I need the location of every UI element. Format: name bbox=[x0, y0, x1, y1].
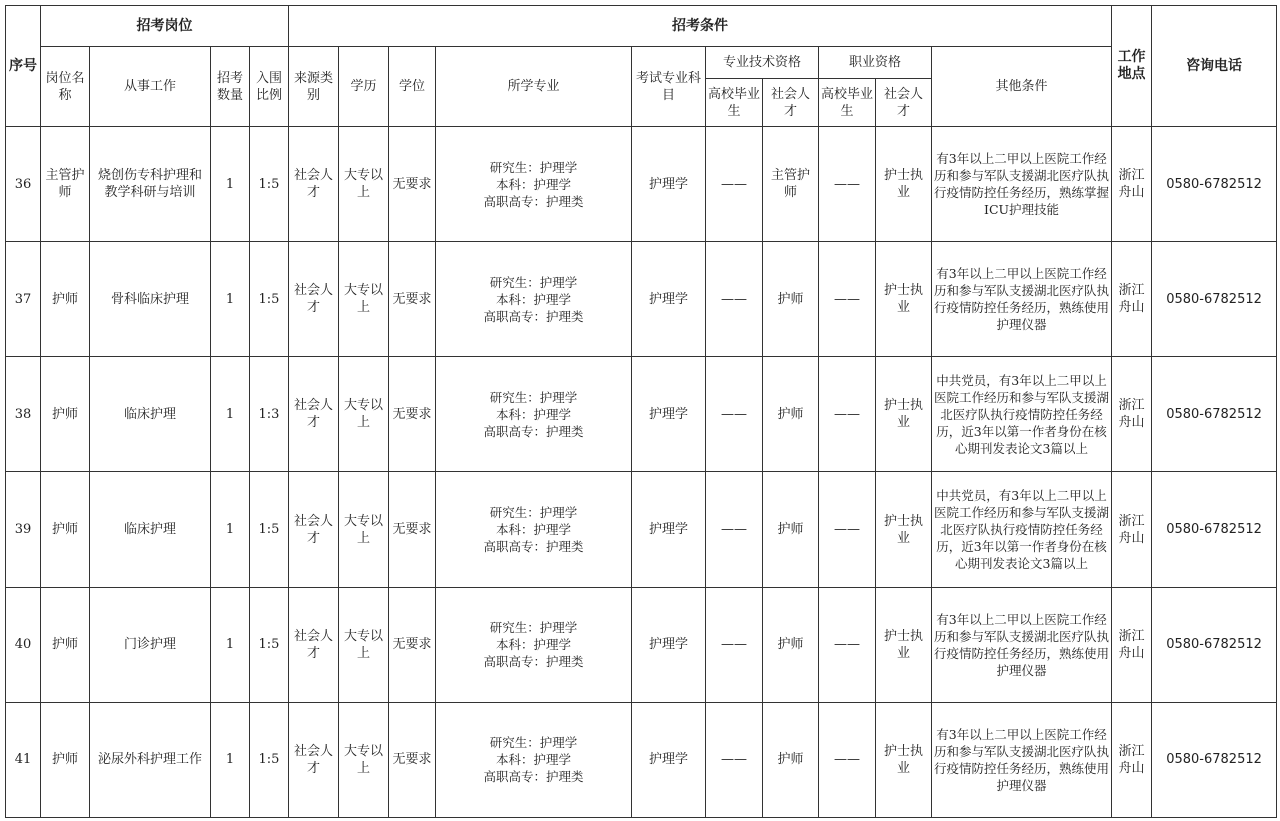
row-ratio: 1:5 bbox=[250, 242, 289, 357]
header-tech-qualification: 专业技术资格 bbox=[706, 47, 819, 79]
row-degree: 无要求 bbox=[389, 702, 436, 817]
row-other-conditions: 有3年以上二甲以上医院工作经历和参与军队支援湖北医疗队执行疫情防控任务经历，熟练使用护理仪器 bbox=[932, 587, 1112, 702]
row-tech-college-grad: —— bbox=[706, 702, 763, 817]
row-prof-college-grad: —— bbox=[819, 242, 876, 357]
recruitment-table bbox=[5, 5, 1277, 818]
row-seq: 41 bbox=[6, 702, 41, 817]
major-line-undergrad: 本科：护理学 bbox=[495, 176, 571, 192]
major-line-grad: 研究生：护理学 bbox=[489, 389, 578, 405]
row-tech-college-grad: —— bbox=[706, 587, 763, 702]
header-prof-qualification: 职业资格 bbox=[819, 47, 932, 79]
row-work-content: 泌尿外科护理工作 bbox=[90, 702, 211, 817]
row-phone: 0580-6782512 bbox=[1152, 587, 1277, 702]
row-degree: 无要求 bbox=[389, 127, 436, 242]
header-post-name: 岗位名称 bbox=[41, 47, 90, 127]
row-other-conditions: 中共党员，有3年以上二甲以上医院工作经历和参与军队支援湖北医疗队执行疫情防控任务经历，近3年以第一作者身份在核心期刊发表论文3篇以上 bbox=[932, 472, 1112, 587]
row-education: 大专以上 bbox=[339, 472, 389, 587]
row-exam-subject: 护理学 bbox=[632, 357, 706, 472]
row-ratio: 1:5 bbox=[250, 702, 289, 817]
row-seq: 36 bbox=[6, 127, 41, 242]
row-location: 浙江舟山 bbox=[1112, 472, 1152, 587]
table-body bbox=[6, 127, 1277, 818]
major-line-college: 高职高专：护理类 bbox=[483, 654, 584, 670]
header-exam-subject: 考试专业科 目 bbox=[632, 47, 706, 127]
row-ratio: 1:5 bbox=[250, 587, 289, 702]
row-post-name: 护师 bbox=[41, 702, 90, 817]
row-major bbox=[436, 357, 632, 472]
header-recruit-count: 招考数量 bbox=[211, 47, 250, 127]
table-row bbox=[6, 472, 1277, 587]
major-line-undergrad: 本科：护理学 bbox=[495, 752, 571, 768]
row-major bbox=[436, 127, 632, 242]
row-tech-college-grad: —— bbox=[706, 242, 763, 357]
major-line-college: 高职高专：护理类 bbox=[483, 308, 584, 324]
row-major bbox=[436, 242, 632, 357]
row-location: 浙江舟山 bbox=[1112, 127, 1152, 242]
row-recruit-count: 1 bbox=[211, 472, 250, 587]
row-phone: 0580-6782512 bbox=[1152, 472, 1277, 587]
row-post-name: 护师 bbox=[41, 587, 90, 702]
row-prof-college-grad: —— bbox=[819, 472, 876, 587]
row-seq: 40 bbox=[6, 587, 41, 702]
row-tech-social-talent: 护师 bbox=[763, 472, 819, 587]
row-prof-social-talent: 护士执业 bbox=[876, 702, 932, 817]
row-source: 社会人才 bbox=[289, 127, 339, 242]
row-ratio: 1:5 bbox=[250, 472, 289, 587]
row-major bbox=[436, 587, 632, 702]
major-line-undergrad: 本科：护理学 bbox=[495, 522, 571, 538]
row-degree: 无要求 bbox=[389, 357, 436, 472]
row-post-name: 主管护师 bbox=[41, 127, 90, 242]
row-location: 浙江舟山 bbox=[1112, 357, 1152, 472]
major-line-grad: 研究生：护理学 bbox=[489, 735, 578, 751]
major-line-college: 高职高专：护理类 bbox=[483, 423, 584, 439]
table-row bbox=[6, 587, 1277, 702]
row-education: 大专以上 bbox=[339, 242, 389, 357]
row-education: 大专以上 bbox=[339, 587, 389, 702]
row-prof-college-grad: —— bbox=[819, 587, 876, 702]
row-other-conditions: 有3年以上二甲以上医院工作经历和参与军队支援湖北医疗队执行疫情防控任务经历，熟练掌握ICU护理技能 bbox=[932, 127, 1112, 242]
row-degree: 无要求 bbox=[389, 587, 436, 702]
row-tech-college-grad: —— bbox=[706, 472, 763, 587]
row-seq: 38 bbox=[6, 357, 41, 472]
row-exam-subject: 护理学 bbox=[632, 242, 706, 357]
header-phone: 咨询电话 bbox=[1152, 6, 1277, 127]
row-work-content: 临床护理 bbox=[90, 357, 211, 472]
header-group-conditions: 招考条件 bbox=[289, 6, 1112, 47]
header-degree: 学位 bbox=[389, 47, 436, 127]
row-prof-social-talent: 护士执业 bbox=[876, 587, 932, 702]
row-tech-social-talent: 护师 bbox=[763, 242, 819, 357]
row-major bbox=[436, 472, 632, 587]
major-line-undergrad: 本科：护理学 bbox=[495, 637, 571, 653]
major-line-college: 高职高专：护理类 bbox=[483, 769, 584, 785]
row-prof-college-grad: —— bbox=[819, 702, 876, 817]
header-prof-social-talent: 社会人才 bbox=[876, 79, 932, 127]
row-prof-social-talent: 护士执业 bbox=[876, 472, 932, 587]
row-recruit-count: 1 bbox=[211, 357, 250, 472]
row-source: 社会人才 bbox=[289, 702, 339, 817]
header-location: 工作地点 bbox=[1112, 6, 1152, 127]
row-work-content: 临床护理 bbox=[90, 472, 211, 587]
row-source: 社会人才 bbox=[289, 587, 339, 702]
row-ratio: 1:5 bbox=[250, 127, 289, 242]
row-major bbox=[436, 702, 632, 817]
header-source: 来源类别 bbox=[289, 47, 339, 127]
row-work-content: 门诊护理 bbox=[90, 587, 211, 702]
major-line-undergrad: 本科：护理学 bbox=[495, 291, 571, 307]
header-prof-college-grad: 高校毕业生 bbox=[819, 79, 876, 127]
row-prof-college-grad: —— bbox=[819, 127, 876, 242]
row-recruit-count: 1 bbox=[211, 127, 250, 242]
row-seq: 39 bbox=[6, 472, 41, 587]
row-degree: 无要求 bbox=[389, 472, 436, 587]
table-row bbox=[6, 702, 1277, 817]
row-phone: 0580-6782512 bbox=[1152, 242, 1277, 357]
row-education: 大专以上 bbox=[339, 127, 389, 242]
row-other-conditions: 有3年以上二甲以上医院工作经历和参与军队支援湖北医疗队执行疫情防控任务经历，熟练使用护理仪器 bbox=[932, 242, 1112, 357]
row-source: 社会人才 bbox=[289, 242, 339, 357]
row-recruit-count: 1 bbox=[211, 587, 250, 702]
header-group-post: 招考岗位 bbox=[41, 6, 289, 47]
row-prof-social-talent: 护士执业 bbox=[876, 242, 932, 357]
major-line-grad: 研究生：护理学 bbox=[489, 505, 578, 521]
row-prof-social-talent: 护士执业 bbox=[876, 127, 932, 242]
row-prof-college-grad: —— bbox=[819, 357, 876, 472]
row-post-name: 护师 bbox=[41, 472, 90, 587]
row-location: 浙江舟山 bbox=[1112, 242, 1152, 357]
row-exam-subject: 护理学 bbox=[632, 702, 706, 817]
row-other-conditions: 中共党员，有3年以上二甲以上医院工作经历和参与军队支援湖北医疗队执行疫情防控任务经历，近3年以第一作者身份在核心期刊发表论文3篇以上 bbox=[932, 357, 1112, 472]
row-education: 大专以上 bbox=[339, 357, 389, 472]
header-row-1 bbox=[6, 6, 1277, 47]
header-tech-college-grad: 高校毕业生 bbox=[706, 79, 763, 127]
row-post-name: 护师 bbox=[41, 357, 90, 472]
header-other-conditions: 其他条件 bbox=[932, 47, 1112, 127]
header-row-2 bbox=[6, 47, 1277, 79]
table-row bbox=[6, 357, 1277, 472]
row-tech-social-talent: 护师 bbox=[763, 587, 819, 702]
major-line-college: 高职高专：护理类 bbox=[483, 539, 584, 555]
row-prof-social-talent: 护士执业 bbox=[876, 357, 932, 472]
row-work-content: 烧创伤专科护理和教学科研与培训 bbox=[90, 127, 211, 242]
header-work-content: 从事工作 bbox=[90, 47, 211, 127]
row-ratio: 1:3 bbox=[250, 357, 289, 472]
row-seq: 37 bbox=[6, 242, 41, 357]
row-exam-subject: 护理学 bbox=[632, 472, 706, 587]
row-education: 大专以上 bbox=[339, 702, 389, 817]
header-tech-social-talent: 社会人才 bbox=[763, 79, 819, 127]
row-source: 社会人才 bbox=[289, 472, 339, 587]
row-tech-social-talent: 护师 bbox=[763, 357, 819, 472]
row-location: 浙江舟山 bbox=[1112, 587, 1152, 702]
row-exam-subject: 护理学 bbox=[632, 587, 706, 702]
major-line-grad: 研究生：护理学 bbox=[489, 620, 578, 636]
header-ratio: 入围比例 bbox=[250, 47, 289, 127]
row-phone: 0580-6782512 bbox=[1152, 127, 1277, 242]
header-seq: 序号 bbox=[6, 6, 41, 127]
row-source: 社会人才 bbox=[289, 357, 339, 472]
row-tech-social-talent: 主管护师 bbox=[763, 127, 819, 242]
row-tech-social-talent: 护师 bbox=[763, 702, 819, 817]
major-line-grad: 研究生：护理学 bbox=[489, 274, 578, 290]
row-recruit-count: 1 bbox=[211, 242, 250, 357]
row-other-conditions: 有3年以上二甲以上医院工作经历和参与军队支援湖北医疗队执行疫情防控任务经历，熟练使用护理仪器 bbox=[932, 702, 1112, 817]
major-line-undergrad: 本科：护理学 bbox=[495, 406, 571, 422]
row-tech-college-grad: —— bbox=[706, 357, 763, 472]
table-row bbox=[6, 127, 1277, 242]
major-line-college: 高职高专：护理类 bbox=[483, 193, 584, 209]
table-row bbox=[6, 242, 1277, 357]
row-work-content: 骨科临床护理 bbox=[90, 242, 211, 357]
major-line-grad: 研究生：护理学 bbox=[489, 159, 578, 175]
row-degree: 无要求 bbox=[389, 242, 436, 357]
row-phone: 0580-6782512 bbox=[1152, 357, 1277, 472]
row-phone: 0580-6782512 bbox=[1152, 702, 1277, 817]
row-post-name: 护师 bbox=[41, 242, 90, 357]
header-major: 所学专业 bbox=[436, 47, 632, 127]
row-recruit-count: 1 bbox=[211, 702, 250, 817]
row-location: 浙江舟山 bbox=[1112, 702, 1152, 817]
row-tech-college-grad: —— bbox=[706, 127, 763, 242]
row-exam-subject: 护理学 bbox=[632, 127, 706, 242]
header-education: 学历 bbox=[339, 47, 389, 127]
